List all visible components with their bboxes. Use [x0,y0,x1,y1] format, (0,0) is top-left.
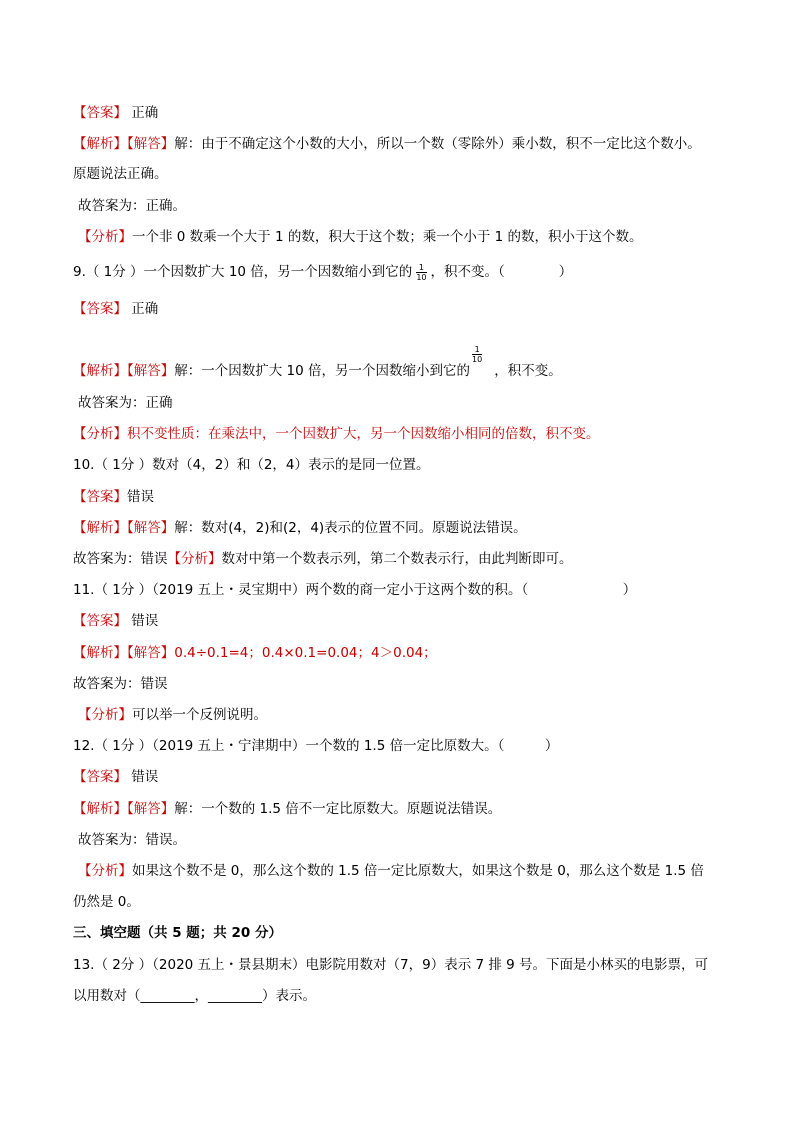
q12-conclusion [78,830,186,850]
q11-analysis-line [73,643,437,663]
analysis-text: 解：一个数的 1.5 倍不一定比原数大。原题说法错误。 [174,801,502,817]
question-text: 12.（ 1分 ）（2019 五上・宁津期中）一个数的 1.5 倍一定比原数大。（ ） [73,738,559,754]
analysis-tags: 【解析】【解答】 [73,136,175,152]
analysis-text: 解：数对(4，2)和(2，4)表示的位置不同。原题说法错误。 [174,520,527,536]
fenxi-tag: 【分析】 [78,707,132,723]
q10-answer-line [73,487,154,507]
section-heading [73,923,282,943]
fenxi-text: 仍然是 0。 [73,894,140,910]
analysis-text: 0.4÷0.1=4；0.4×0.1=0.04；4＞0.04； [174,645,437,661]
q9-conclusion [78,393,173,413]
q9-fenxi-line [73,424,600,444]
q12-fenxi-line [78,861,704,881]
fraction-denominator: 10 [416,272,427,282]
analysis-text-end: ，积不变。 [494,363,562,379]
fenxi-text: 一个非 0 数乘一个大于 1 的数，积大于这个数；乘一个小于 1 的数，积小于这个数。 [132,229,643,245]
analysis-tags: 【解析】【解答】 [73,520,175,536]
answer-tag: 【答案】 [73,105,127,121]
q11-conclusion [73,674,168,694]
fenxi-text: 可以举一个反例说明。 [132,707,267,723]
fenxi-tag: 【分析】 [78,863,132,879]
q10-analysis-line [73,518,527,538]
question-text-end: ，积不变。（ ） [430,264,573,280]
q12-fenxi-line2 [73,892,140,912]
fenxi-tag: 【分析】 [78,229,132,245]
question-text: 13.（ 2分 ）（2020 五上・景县期末）电影院用数对（7，9）表示 7 排 9 号。下面是小林买的电影票，可 [73,957,709,973]
q11-answer-line [73,611,158,631]
conclusion-text: 故答案为：错误 [73,676,168,692]
answer-value: 错误 [131,613,159,629]
answer-tag: 【答案】 [73,613,127,629]
analysis-text: 解：一个因数扩大 10 倍，另一个因数缩小到它的 [174,363,471,379]
fenxi-tag: 【分析】 [73,426,127,442]
answer-value: 正确 [131,301,159,317]
fenxi-tag: 【分析】 [167,551,222,567]
q8-fenxi-line [78,227,643,247]
analysis-tags: 【解析】【解答】 [73,363,175,379]
q11-fenxi-line [78,705,267,725]
answer-value: 正确 [131,105,159,121]
conclusion-text: 故答案为：正确。 [78,198,186,214]
analysis-tags: 【解析】【解答】 [73,801,175,817]
q13-question-line2 [73,986,316,1006]
q8-conclusion [78,196,186,216]
q13-question [73,955,708,975]
answer-value: 错误 [131,769,159,785]
answer-tag: 【答案】 [73,301,127,317]
question-text: 10.（ 1分 ）数对（4，2）和（2，4）表示的是同一位置。 [73,457,430,473]
q11-question [73,580,636,600]
fraction-numerator: 1 [416,263,426,273]
analysis-tags: 【解析】【解答】 [73,645,175,661]
q8-answer-line [73,103,158,123]
question-text: 以用数对（________，________）表示。 [73,988,316,1004]
q8-analysis-line [73,134,701,154]
conclusion-text: 故答案为：错误 [73,551,168,567]
q9-question [73,262,572,282]
q10-conclusion-line [73,549,573,569]
question-text: 9.（ 1分 ）一个因数扩大 10 倍，另一个因数缩小到它的 [73,264,413,280]
question-text: 11.（ 1分 ）（2019 五上・灵宝期中）两个数的商一定小于这两个数的积。（ ） [73,582,637,598]
fenxi-text: 积不变性质：在乘法中，一个因数扩大，另一个因数缩小相同的倍数，积不变。 [127,426,600,442]
conclusion-text: 故答案为：错误。 [78,832,186,848]
q12-analysis-line [73,799,501,819]
fenxi-text: 数对中第一个数表示列，第二个数表示行，由此判断即可。 [221,551,573,567]
fraction [416,263,426,282]
answer-tag: 【答案】 [73,489,127,505]
fenxi-text: 如果这个数不是 0，那么这个数的 1.5 倍一定比原数大，如果这个数是 0，那么这个数是 1.5 倍 [132,863,704,879]
fraction-denominator: 10 [472,355,483,364]
analysis-text: 原题说法正确。 [73,166,168,182]
answer-tag: 【答案】 [73,769,127,785]
section-title: 三、填空题（共 5 题；共 20 分） [73,925,282,941]
q9-answer-line [73,299,158,319]
q8-analysis-line2 [73,164,168,184]
analysis-text: 解：由于不确定这个小数的大小，所以一个数（零除外）乘小数，积不一定比这个数小。 [174,136,701,152]
answer-value: 错误 [127,489,154,505]
q12-answer-line [73,767,158,787]
fraction-numerator: 1 [472,345,482,355]
q9-analysis-line [73,345,562,381]
q10-question [73,455,430,475]
q12-question [73,736,558,756]
fraction [472,345,482,364]
conclusion-text: 故答案为：正确 [78,395,173,411]
